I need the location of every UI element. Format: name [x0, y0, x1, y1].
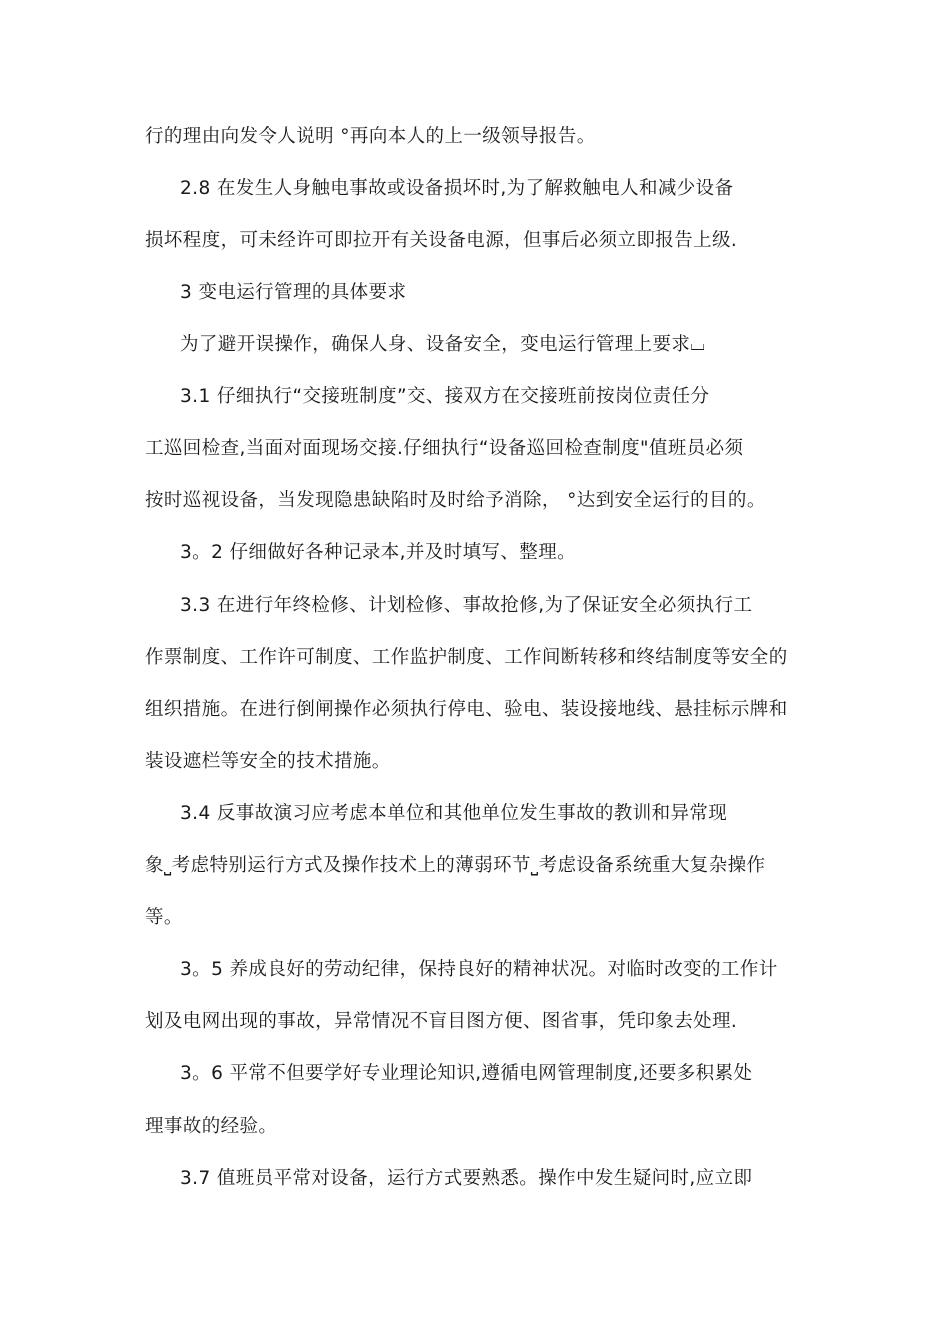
section-3-5-text: 3。5 养成良好的劳动纪律，保持良好的精神状况。对临时改变的工作计 — [180, 959, 778, 980]
section-3-heading: 3 变电运行管理的具体要求 — [180, 282, 407, 303]
text-line: 工巡回检查,当面对面现场交接.仔细执行“设备巡回检查制度"值班员必须 — [145, 438, 744, 459]
section-3-4-text: 3.4 反事故演习应考虑本单位和其他单位发生事故的教训和异常现 — [180, 803, 728, 824]
text-line: 划及电网出现的事故，异常情况不盲目图方便、图省事，凭印象去处理. — [145, 1011, 738, 1032]
text-line: 组织措施。在进行倒闸操作必须执行停电、验电、装设接地线、悬挂标示牌和 — [145, 699, 788, 720]
text-line: 作票制度、工作许可制度、工作监护制度、工作间断转移和终结制度等安全的 — [145, 647, 788, 668]
text-line: 损坏程度，可未经许可即拉开有关设备电源，但事后必须立即报告上级. — [145, 230, 738, 251]
text-line: 等。 — [145, 907, 183, 928]
section-2-8-text: 2.8 在发生人身触电事故或设备损坏时,为了解救触电人和减少设备 — [180, 178, 734, 199]
section-3-7-text: 3.7 值班员平常对设备，运行方式要熟悉。操作中发生疑问时,应立即 — [180, 1168, 753, 1189]
text-line: 为了避开误操作，确保人身、设备安全，变电运行管理上要求⌴ — [180, 334, 706, 355]
text-line: 象⎵考虑特别运行方式及操作技术上的薄弱环节⎵考虑设备系统重大复杂操作 — [145, 855, 766, 876]
section-3-1-text: 3.1 仔细执行“交接班制度”交、接双方在交接班前按岗位责任分 — [180, 386, 710, 407]
text-line: 装设遮栏等安全的技术措施。 — [145, 751, 391, 772]
section-3-2-text: 3。2 仔细做好各种记录本,并及时填写、整理。 — [180, 542, 577, 563]
text-line: 按时巡视设备，当发现隐患缺陷时及时给予消除， °达到安全运行的目的。 — [145, 490, 766, 511]
section-3-3-text: 3.3 在进行年终检修、计划检修、事故抢修,为了保证安全必须执行工 — [180, 595, 753, 616]
text-line: 行的理由向发令人说明 °再向本人的上一级领导报告。 — [145, 126, 596, 147]
section-3-6-text: 3。6 平常不但要学好专业理论知识,遵循电网管理制度,还要多积累处 — [180, 1063, 753, 1084]
text-line: 理事故的经验。 — [145, 1116, 278, 1137]
